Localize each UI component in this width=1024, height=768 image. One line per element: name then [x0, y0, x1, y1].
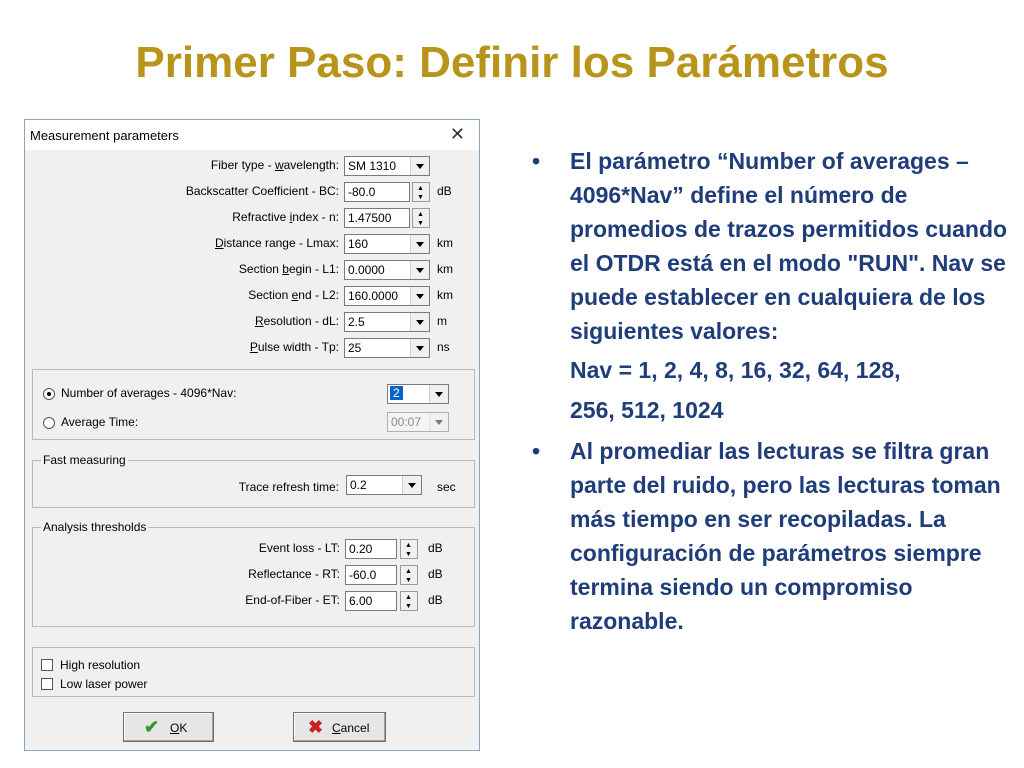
high-resolution-checkbox[interactable]: [41, 659, 53, 671]
param-value: 25: [348, 341, 362, 355]
chevron-down-icon[interactable]: [402, 476, 421, 494]
param-value: -80.0: [348, 185, 376, 199]
param-label-part: egin - L1:: [288, 262, 339, 276]
bullet-marker: •: [532, 148, 541, 174]
chevron-down-icon[interactable]: [429, 385, 448, 403]
param-label-part: Refractive: [232, 210, 290, 224]
param-label-wrap: [25, 155, 339, 177]
spinner-arrows-icon[interactable]: ▲▼: [412, 208, 430, 228]
param-unit: m: [437, 314, 447, 328]
param-label-part: Backscatter Coefficient - BC:: [185, 184, 339, 198]
param-value: 0.0000: [348, 263, 385, 277]
dialog-title: Measurement parameters: [30, 128, 179, 143]
threshold-value: -60.0: [349, 568, 377, 582]
param-dropdown[interactable]: [344, 312, 430, 332]
bullet-item-noise: [532, 434, 1012, 638]
check-icon: ✔: [144, 717, 160, 737]
bullet-text: El parámetro “Number of averages – 4096*Nav” define el número de promedios de trazos permitidos cuando el OTDR está en el modo "RUN". Nav se puede establecer en cualquiera de los siguientes valores:: [570, 148, 1008, 344]
threshold-spin-field[interactable]: [345, 539, 397, 559]
chevron-down-icon[interactable]: [410, 157, 429, 175]
param-value: SM 1310: [348, 159, 397, 173]
options-group: [32, 647, 475, 697]
param-label-part: Section: [238, 262, 283, 276]
chevron-down-icon[interactable]: [429, 413, 448, 431]
param-dropdown[interactable]: [344, 234, 430, 254]
param-value: 160: [348, 237, 369, 251]
analysis-thresholds-group: [32, 520, 475, 627]
param-label: [248, 288, 339, 302]
chevron-down-icon[interactable]: [410, 313, 429, 331]
fast-measuring-legend: Fast measuring: [43, 453, 126, 467]
average-time-label: Average Time:: [61, 415, 139, 429]
averaging-group: [32, 369, 475, 440]
param-unit: km: [437, 262, 453, 276]
spinner-arrows-icon[interactable]: ▲▼: [412, 182, 430, 202]
bullet-text-block: [532, 144, 1012, 638]
threshold-label-wrap: [33, 564, 340, 586]
analysis-thresholds-legend: Analysis thresholds: [43, 520, 147, 534]
param-dropdown[interactable]: [344, 156, 430, 176]
param-label: [211, 158, 339, 172]
param-label-part: nd - L2:: [298, 288, 339, 302]
ok-button[interactable]: [123, 712, 214, 742]
low-laser-power-checkbox[interactable]: [41, 678, 53, 690]
param-row: [25, 259, 481, 281]
ok-button-underlined: O: [170, 721, 180, 735]
cancel-button[interactable]: [293, 712, 386, 742]
spinner-arrows-icon[interactable]: ▲▼: [400, 565, 418, 585]
param-label-part: i: [289, 210, 293, 224]
number-of-averages-label: Number of averages - 4096*Nav:: [61, 386, 237, 400]
threshold-unit: dB: [428, 593, 443, 607]
param-unit: dB: [437, 184, 452, 198]
param-label: [215, 236, 339, 250]
cancel-button-rest: ancel: [340, 721, 370, 735]
param-dropdown[interactable]: [344, 338, 430, 358]
slide-title: Primer Paso: Definir los Parámetros: [135, 38, 889, 87]
param-label-wrap: [25, 181, 339, 203]
param-label: [250, 340, 339, 354]
trace-refresh-dropdown[interactable]: 0.2: [346, 475, 422, 495]
threshold-value: 0.20: [349, 542, 373, 556]
param-label-part: R: [254, 314, 264, 328]
param-value: 2.5: [348, 315, 365, 329]
param-spin-field[interactable]: [344, 182, 410, 202]
dialog-titlebar: [25, 120, 479, 150]
high-resolution-label: High resolution: [60, 658, 141, 672]
spinner-arrows-icon[interactable]: ▲▼: [400, 591, 418, 611]
chevron-down-icon[interactable]: [410, 261, 429, 279]
fast-measuring-group: [32, 453, 475, 508]
spinner-arrows-icon[interactable]: ▲▼: [400, 539, 418, 559]
param-row: [25, 337, 481, 359]
param-row: [25, 207, 481, 229]
param-label-wrap: [25, 233, 339, 255]
param-label-wrap: [25, 207, 339, 229]
bullet-text: Al promediar las lecturas se filtra gran parte del ruido, pero las lecturas toman más tiempo en ser recopiladas. La configuración de parámetros siempre termina siendo un compromiso razonable.: [570, 438, 1001, 634]
threshold-value: 6.00: [349, 594, 373, 608]
param-label: [239, 262, 339, 276]
param-row: [25, 181, 481, 203]
trace-refresh-label: Trace refresh time:: [238, 480, 339, 494]
threshold-row: [33, 590, 474, 612]
param-label-part: ndex - n:: [292, 210, 339, 224]
param-label-part: Section: [248, 288, 292, 302]
param-label-part: w: [274, 158, 284, 172]
threshold-label: Event loss - LT:: [258, 541, 340, 555]
param-dropdown[interactable]: [344, 286, 430, 306]
param-label-wrap: [25, 259, 339, 281]
cancel-button-underlined: C: [332, 721, 341, 735]
param-label: [186, 184, 339, 198]
param-value: 160.0000: [348, 289, 399, 303]
number-of-averages-radio[interactable]: [43, 388, 55, 400]
param-label-part: b: [282, 262, 289, 276]
param-label: [255, 314, 339, 328]
measurement-parameters-dialog: [24, 119, 480, 751]
param-row: [25, 155, 481, 177]
param-row: [25, 233, 481, 255]
threshold-unit: dB: [428, 567, 443, 581]
threshold-label-wrap: [33, 538, 340, 560]
chevron-down-icon[interactable]: [410, 339, 429, 357]
nav-values-line-1: Nav = 1, 2, 4, 8, 16, 32, 64, 128,: [570, 357, 901, 383]
param-dropdown[interactable]: [344, 260, 430, 280]
param-label: [232, 210, 339, 224]
ok-button-rest: K: [179, 721, 188, 735]
threshold-label: Reflectance - RT:: [248, 567, 340, 581]
param-label-part: istance range - Lmax:: [223, 236, 339, 250]
param-unit: km: [437, 288, 453, 302]
param-row: [25, 285, 481, 307]
param-label-part: D: [214, 236, 224, 250]
param-label-part: Fiber type -: [210, 158, 275, 172]
param-label-part: esolution - dL:: [263, 314, 339, 328]
low-laser-power-label: Low laser power: [60, 677, 148, 691]
threshold-label-wrap: [33, 590, 340, 612]
param-unit: ns: [437, 340, 450, 354]
threshold-spin-field[interactable]: [345, 591, 397, 611]
param-label-wrap: [25, 285, 339, 307]
threshold-row: [33, 538, 474, 560]
average-time-dropdown[interactable]: 00:07: [387, 412, 449, 432]
param-label-part: avelength:: [283, 158, 339, 172]
param-spin-field[interactable]: [344, 208, 410, 228]
threshold-unit: dB: [428, 541, 443, 555]
param-unit: km: [437, 236, 453, 250]
param-label-part: e: [291, 288, 299, 302]
threshold-label: End-of-Fiber - ET:: [245, 593, 340, 607]
average-time-radio[interactable]: [43, 417, 55, 429]
number-of-averages-dropdown[interactable]: 2: [387, 384, 449, 404]
param-row: [25, 311, 481, 333]
param-label-part: ulse width - Tp:: [257, 340, 339, 354]
threshold-spin-field[interactable]: [345, 565, 397, 585]
cancel-x-icon: ✖: [308, 717, 324, 737]
close-icon[interactable]: ✕: [449, 124, 465, 144]
threshold-row: [33, 564, 474, 586]
bullet-item-averages: [532, 144, 1012, 348]
param-label-wrap: [25, 311, 339, 333]
chevron-down-icon[interactable]: [410, 287, 429, 305]
bullet-marker: •: [532, 438, 541, 464]
param-label-wrap: [25, 337, 339, 359]
nav-values-line-2: 256, 512, 1024: [570, 397, 724, 423]
trace-refresh-unit: sec: [437, 480, 456, 494]
param-label-part: P: [249, 340, 258, 354]
param-value: 1.47500: [348, 211, 392, 225]
chevron-down-icon[interactable]: [410, 235, 429, 253]
